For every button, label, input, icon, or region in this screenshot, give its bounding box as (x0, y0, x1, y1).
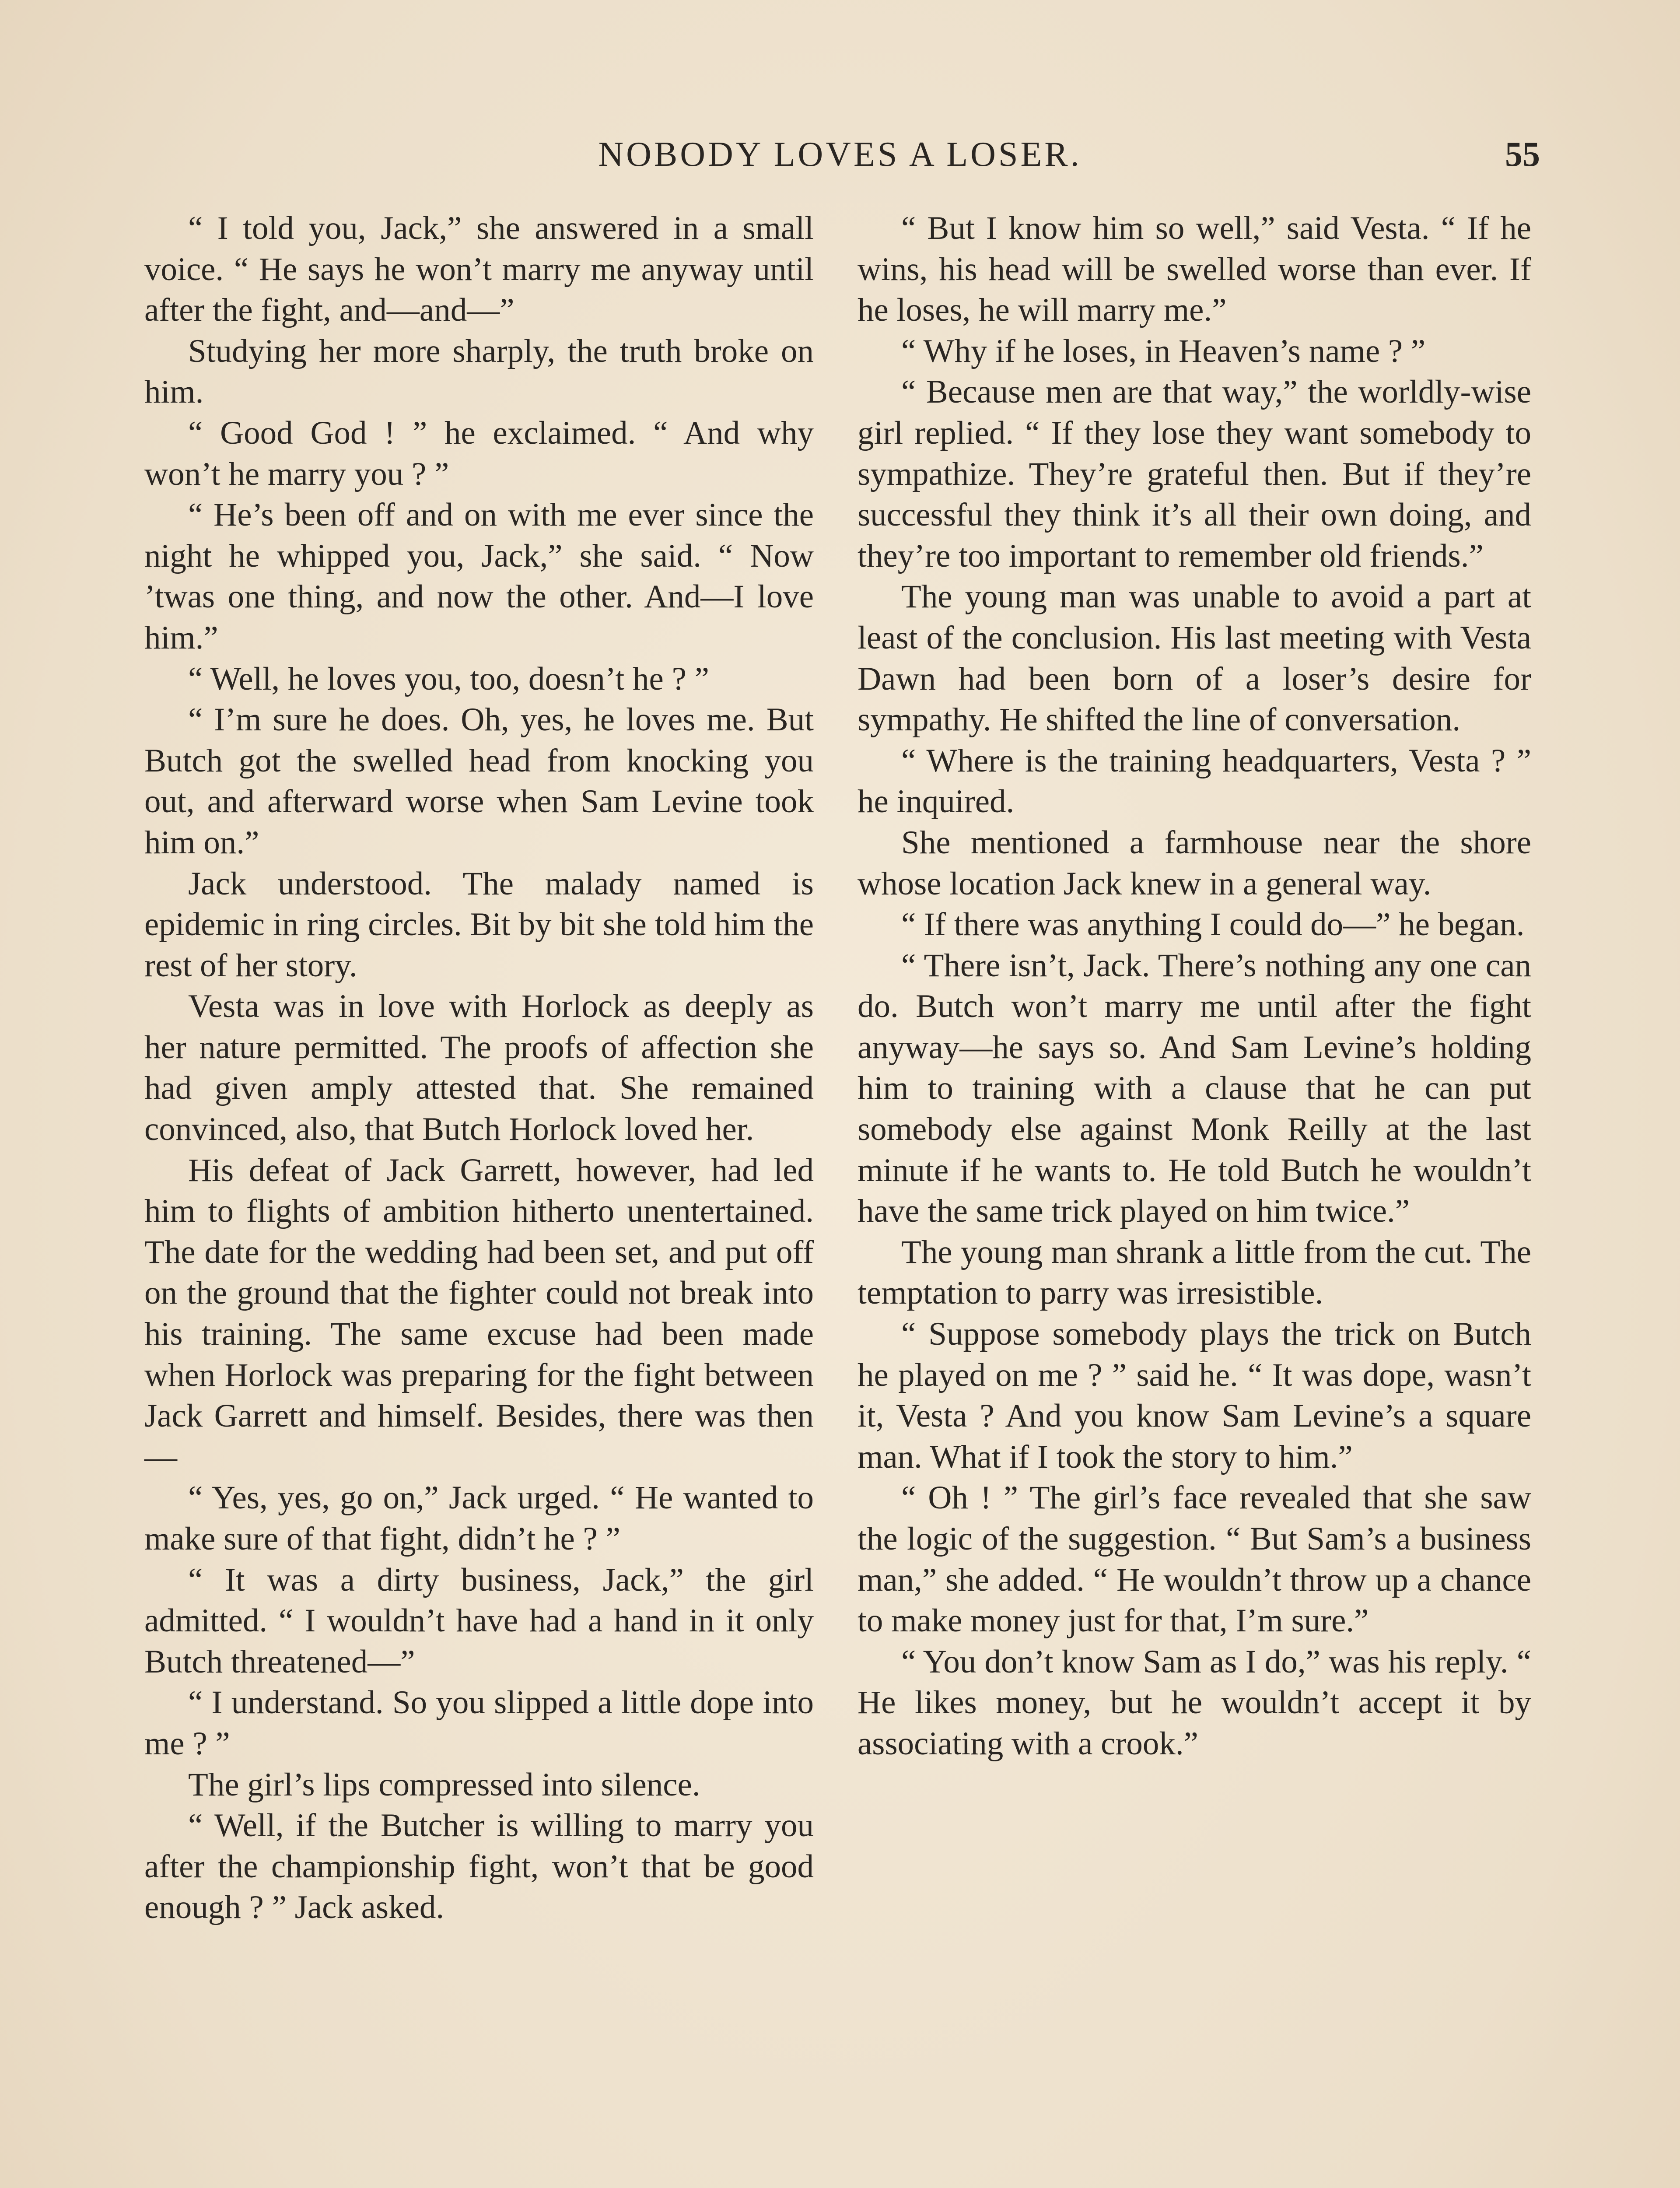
paragraph: “ It was a dirty business, Jack,” the girl admitted. “ I wouldn’t have had a hand in it only Butch threatened—” (144, 1561, 814, 1680)
paragraph: “ Oh ! ” The girl’s face revealed that she saw the logic of the suggestion. “ But Sam’s a business man,” she added. “ He wouldn’t throw up a chance to make money just for that, I’m sure.” (858, 1480, 1531, 1639)
paragraph: His defeat of Jack Garrett, however, had led him to flights of ambition hitherto unentertained. The date for the wedding had been set, and put off on the ground that the fighter could not break into his training. The same excuse had been made when Horlock was preparing for the fight between Jack Garrett and himself. Besides, there was then— (144, 1152, 814, 1475)
paragraph: “ I told you, Jack,” she answered in a small voice. “ He says he won’t marry me anyway until after the fight, and—and—” (144, 210, 814, 329)
paragraph: “ If there was anything I could do—” he began. (901, 906, 1525, 943)
paragraph: The girl’s lips compressed into silence. (188, 1766, 700, 1803)
paragraph: “ Good God ! ” he exclaimed. “ And why won’t he marry you ? ” (144, 414, 814, 492)
page-header (140, 126, 1540, 183)
paragraph: The young man shrank a little from the cut. The temptation to parry was irresistible. (858, 1234, 1531, 1311)
right-column (858, 208, 1531, 2188)
page-number: 55 (1505, 135, 1540, 174)
paragraph: “ You don’t know Sam as I do,” was his reply. “ He likes money, but he wouldn’t accept it by associating with a crook.” (858, 1643, 1531, 1762)
left-column (144, 208, 814, 2188)
paragraph: “ I understand. So you slipped a little dope into me ? ” (144, 1684, 814, 1762)
paragraph: “ Why if he loses, in Heaven’s name ? ” (901, 333, 1426, 369)
paragraph: “ But I know him so well,” said Vesta. “ If he wins, his head will be swelled worse than ever. If he loses, he will marry me.” (858, 210, 1531, 329)
paragraph: “ Because men are that way,” the worldly-wise girl replied. “ If they lose they want somebody to sympathize. They’re grateful then. But if they’re successful they think it’s all their own doing, and they’re too important to remember old friends.” (858, 374, 1531, 574)
paragraph: “ Suppose somebody plays the trick on Butch he played on me ? ” said he. “ It was dope, wasn’t it, Vesta ? And you know Sam Levine’s a square man. What if I took the story to him.” (858, 1316, 1531, 1475)
paragraph: Jack understood. The malady named is epidemic in ring circles. Bit by bit she told him the rest of her story. (144, 865, 814, 984)
paragraph: She mentioned a farmhouse near the shore whose location Jack knew in a general way. (858, 824, 1531, 902)
paragraph: “ Where is the training headquarters, Vesta ? ” he inquired. (858, 742, 1531, 820)
paragraph: “ He’s been off and on with me ever since the night he whipped you, Jack,” she said. “ Now ’twas one thing, and now the other. And—I love him.” (144, 497, 814, 656)
paragraph: “ Yes, yes, go on,” Jack urged. “ He wanted to make sure of that fight, didn’t he ? ” (144, 1480, 814, 1557)
paragraph: The young man was unable to avoid a part at least of the conclusion. His last meeting with Vesta Dawn had been born of a loser’s desire for sympathy. He shifted the line of conversation. (858, 579, 1531, 738)
paragraph: Studying her more sharply, the truth broke on him. (144, 333, 814, 410)
paragraph: “ Well, he loves you, too, doesn’t he ? ” (188, 660, 709, 697)
paragraph: “ There isn’t, Jack. There’s nothing any one can do. Butch won’t marry me until after the fight anyway—he says so. And Sam Levine’s holding him to training with a clause that he can put somebody else against Monk Reilly at the last minute if he wants to. He told Butch he wouldn’t have the same trick played on him twice.” (858, 947, 1531, 1230)
running-title: NOBODY LOVES A LOSER. (598, 135, 1082, 174)
paragraph: Vesta was in love with Horlock as deeply as her nature permitted. The proofs of affection she had given amply attested that. She remained convinced, also, that Butch Horlock loved her. (144, 988, 814, 1148)
paragraph: “ Well, if the Butcher is willing to marry you after the championship fight, won’t that be good enough ? ” Jack asked. (144, 1807, 814, 1926)
paragraph: “ I’m sure he does. Oh, yes, he loves me. But Butch got the swelled head from knocking you out, and afterward worse when Sam Levine took him on.” (144, 701, 814, 861)
